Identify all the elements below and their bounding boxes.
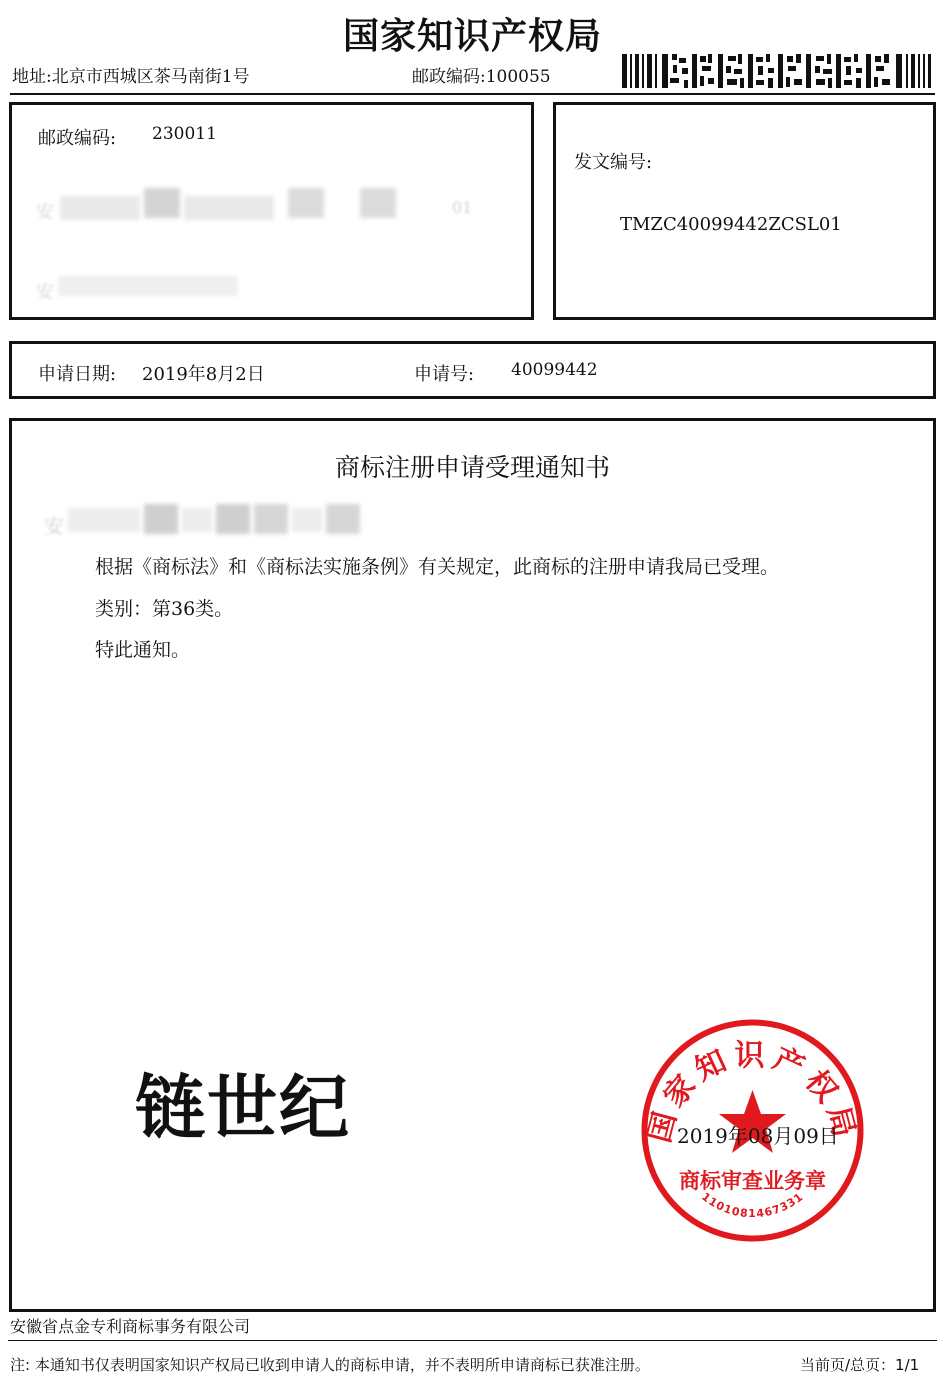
notice-closing: 特此通知。 xyxy=(95,639,191,661)
seal-arc-text: 国家知识产权局 xyxy=(642,1038,863,1147)
seal-date: 2019年08月09日 xyxy=(677,1124,839,1148)
seal-serial: 1101081467331 xyxy=(699,1189,806,1221)
application-date-label: 申请日期: xyxy=(38,364,117,385)
office-title: 国家知识产权局 xyxy=(342,16,602,57)
trademark-text: 链世纪 xyxy=(135,1067,351,1149)
redacted-recipient-address-4 xyxy=(288,188,324,218)
document-barcode xyxy=(622,52,932,90)
footer-note: 注: 本通知书仅表明国家知识产权局已收到申请人的商标申请，并不表明所申请商标已获准注册。 xyxy=(10,1356,650,1374)
redacted-applicant-1 xyxy=(68,508,140,532)
redacted-recipient-address-3 xyxy=(184,196,274,220)
svg-text:1101081467331 xyxy=(699,1190,806,1220)
notice-title: 商标注册申请受理通知书 xyxy=(334,453,610,482)
redacted-applicant-5 xyxy=(254,504,288,534)
redacted-applicant-2 xyxy=(144,504,178,534)
footer-rule xyxy=(8,1340,937,1341)
page-info: 当前页/总页：1/1 xyxy=(800,1356,920,1374)
redacted-applicant-7 xyxy=(326,504,360,534)
redacted-recipient-address-5 xyxy=(360,188,396,218)
recipient-postcode-value: 230011 xyxy=(152,124,217,144)
redacted-recipient-address-2 xyxy=(144,188,180,218)
redacted-applicant-4 xyxy=(216,504,250,534)
notice-paragraph: 根据《商标法》和《商标法实施条例》有关规定，此商标的注册申请我局已受理。 xyxy=(95,556,780,578)
header-rule xyxy=(10,93,935,95)
document-number-label: 发文编号: xyxy=(574,152,653,173)
document-number-box xyxy=(553,102,936,320)
recipient-address-fragment-end: 01 xyxy=(452,198,473,217)
application-number-label: 申请号: xyxy=(414,364,475,385)
recipient-address-fragment-start: 安 xyxy=(36,202,54,223)
notice-category: 类别：第36类。 xyxy=(95,598,234,620)
redacted-recipient-name xyxy=(58,276,238,296)
agency-name: 安徽省点金专利商标事务有限公司 xyxy=(10,1317,251,1336)
office-postal-code: 邮政编码:100055 xyxy=(412,67,551,87)
application-number-value: 40099442 xyxy=(511,360,598,380)
redacted-applicant-3 xyxy=(182,508,212,532)
document-number-value: TMZC40099442ZCSL01 xyxy=(620,214,842,235)
recipient-name-fragment-start: 安 xyxy=(36,282,54,303)
recipient-postcode-label: 邮政编码: xyxy=(38,128,117,149)
office-address: 地址:北京市西城区茶马南街1号 xyxy=(12,67,250,87)
application-date-value: 2019年8月2日 xyxy=(142,364,265,385)
applicant-fragment: 安 xyxy=(44,514,64,538)
redacted-recipient-address-1 xyxy=(60,196,140,220)
redacted-applicant-6 xyxy=(292,508,322,532)
seal-bottom-text: 商标审查业务章 xyxy=(679,1169,826,1193)
